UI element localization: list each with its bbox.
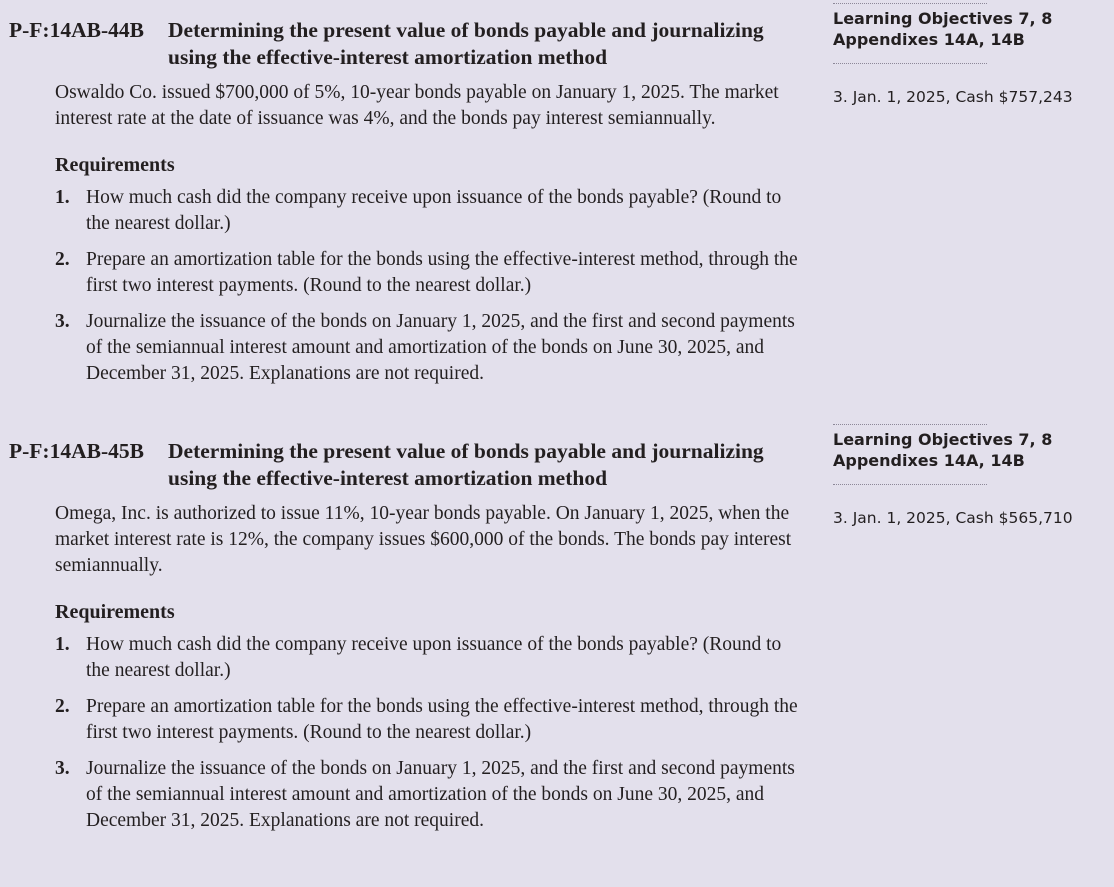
requirement-number: 1.	[55, 634, 70, 655]
problem-id: P-F:14AB-44B	[9, 18, 144, 42]
requirement-item	[0, 309, 805, 387]
requirements-heading: Requirements	[55, 154, 175, 176]
learning-objectives: Learning Objectives 7, 8	[833, 430, 1053, 449]
divider-dotted	[833, 484, 987, 485]
problem-main-column	[0, 438, 805, 844]
problem-intro: Oswaldo Co. issued $700,000 of 5%, 10-year bonds payable on January 1, 2025. The market interest rate at the date of issuance was 4%, and the bonds pay interest semiannually.	[55, 82, 779, 129]
divider-dotted	[833, 424, 987, 425]
requirement-number: 3.	[55, 758, 70, 779]
problem-intro: Omega, Inc. is authorized to issue 11%, 10-year bonds payable. On January 1, 2025, when the market interest rate is 12%, the company issues $600,000 of the bonds. The bonds pay interest semiannually.	[55, 503, 792, 576]
requirements-list	[0, 185, 805, 387]
learning-objectives: Learning Objectives 7, 8	[833, 9, 1053, 28]
answer-hint: 3. Jan. 1, 2025, Cash $565,710	[833, 509, 1073, 527]
divider-dotted	[833, 63, 987, 64]
requirement-item	[0, 694, 805, 746]
requirement-text: How much cash did the company receive upon issuance of the bonds payable? (Round to the nearest dollar.)	[86, 634, 782, 681]
problem-margin-notes	[833, 9, 1103, 107]
problem-heading	[0, 17, 805, 71]
requirement-number: 3.	[55, 311, 70, 332]
requirement-text: Journalize the issuance of the bonds on January 1, 2025, and the first and second payments of the semiannual interest amount and amortization of the bonds on June 30, 2025, and December 31, 2025. Explanations are not required.	[86, 758, 795, 831]
problem-heading	[0, 438, 805, 492]
requirement-text: Journalize the issuance of the bonds on January 1, 2025, and the first and second payments of the semiannual interest amount and amortization of the bonds on June 30, 2025, and December 31, 2025. Explanations are not required.	[86, 311, 795, 384]
problem-title: Determining the present value of bonds payable and journalizing using the effective-interest amortization method	[168, 439, 764, 490]
requirements-heading: Requirements	[55, 601, 175, 623]
requirement-item	[0, 632, 805, 684]
divider-dotted	[833, 3, 987, 4]
appendixes: Appendixes 14A, 14B	[833, 30, 1025, 49]
problem-margin-notes	[833, 430, 1103, 528]
problem-title: Determining the present value of bonds payable and journalizing using the effective-interest amortization method	[168, 18, 764, 69]
answer-hint: 3. Jan. 1, 2025, Cash $757,243	[833, 88, 1073, 106]
requirement-text: Prepare an amortization table for the bonds using the effective-interest method, through the first two interest payments. (Round to the nearest dollar.)	[86, 696, 798, 743]
problem-main-column	[0, 17, 805, 397]
requirement-item	[0, 756, 805, 834]
requirement-item	[0, 185, 805, 237]
requirement-number: 2.	[55, 696, 70, 717]
requirement-text: Prepare an amortization table for the bonds using the effective-interest method, through the first two interest payments. (Round to the nearest dollar.)	[86, 249, 798, 296]
requirement-number: 2.	[55, 249, 70, 270]
appendixes: Appendixes 14A, 14B	[833, 451, 1025, 470]
requirement-text: How much cash did the company receive upon issuance of the bonds payable? (Round to the nearest dollar.)	[86, 187, 782, 234]
requirement-number: 1.	[55, 187, 70, 208]
problem-id: P-F:14AB-45B	[9, 439, 144, 463]
requirement-item	[0, 247, 805, 299]
requirements-list	[0, 632, 805, 834]
